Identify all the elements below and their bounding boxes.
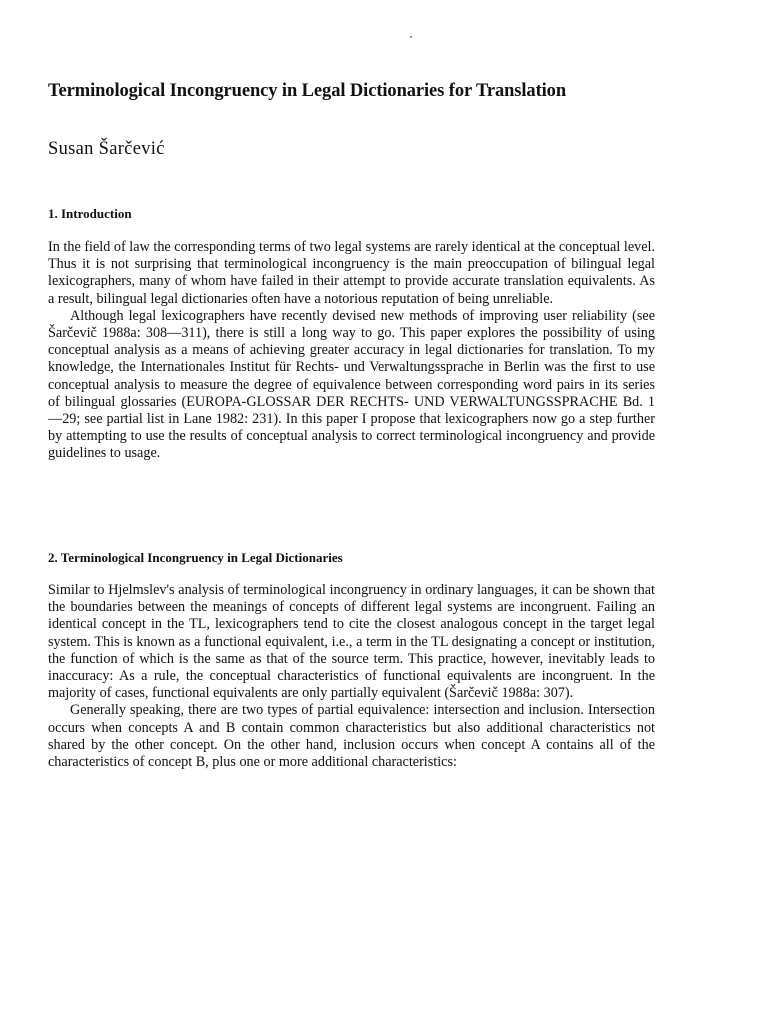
paragraph: Similar to Hjelmslev's analysis of terminological incongruency in ordinary languages, it can be shown that the boundaries between the meanings of concepts of different legal systems are incongruent. Failing an identical concept in the TL, lexicographers tend to cite the closest analogous concept in the target legal system. This is known as a functional equivalent, i.e., a term in the TL designating a concept or institution, the function of which is the same as that of the source term. This practice, however, inevitably leads to inaccuracy: As a rule, the conceptual characteristics of functional equivalents are incongruent. In the majority of cases, functional equivalents are only partially equivalent (Šarčevič 1988a: 307).: [48, 582, 655, 702]
article-author: Susan Šarčević: [48, 139, 165, 159]
paragraph: In the field of law the corresponding terms of two legal systems are rarely identical at the conceptual level. Thus it is not surprising that terminological incongruency is the main preoccupation of bilingual legal lexicographers, many of whom have failed in their attempt to provide accurate translation equivalents. As a result, bilingual legal dictionaries often have a notorious reputation of being unreliable.: [48, 239, 655, 307]
paragraph: Generally speaking, there are two types of partial equivalence: intersection and inclusion. Intersection occurs when concepts A and B contain common characteristics but also additional characteristics not shared by the other concept. On the other hand, inclusion occurs when concept A contains all of the characteristics of concept B, plus one or more additional characteristics:: [48, 702, 655, 771]
scan-speck: [410, 36, 412, 38]
section-body-incongruency: [48, 582, 655, 771]
paragraph: Although legal lexicographers have recently devised new methods of improving user reliability (see Šarčevič 1988a: 308—311), there is still a long way to go. This paper explores the possibility of using conceptual analysis as a means of achieving greater accuracy in legal dictionaries for translation. To my knowledge, the Internationales Institut für Rechts- und Verwaltungssprache in Berlin was the first to use conceptual analysis to measure the degree of equivalence between corresponding word pairs in its series of bilingual glossaries (EUROPA-GLOSSAR DER RECHTS- UND VERWALTUNGSSPRACHE Bd. 1—29; see partial list in Lane 1982: 231). In this paper I propose that lexicographers now go a step further by attempting to use the results of conceptual analysis to correct terminological incongruency and provide guidelines to usage.: [48, 307, 655, 462]
section-heading-incongruency: 2. Terminological Incongruency in Legal Dictionaries: [48, 550, 343, 565]
section-body-introduction: [48, 239, 655, 463]
article-title: Terminological Incongruency in Legal Dictionaries for Translation: [48, 81, 567, 101]
section-heading-introduction: 1. Introduction: [48, 206, 132, 221]
